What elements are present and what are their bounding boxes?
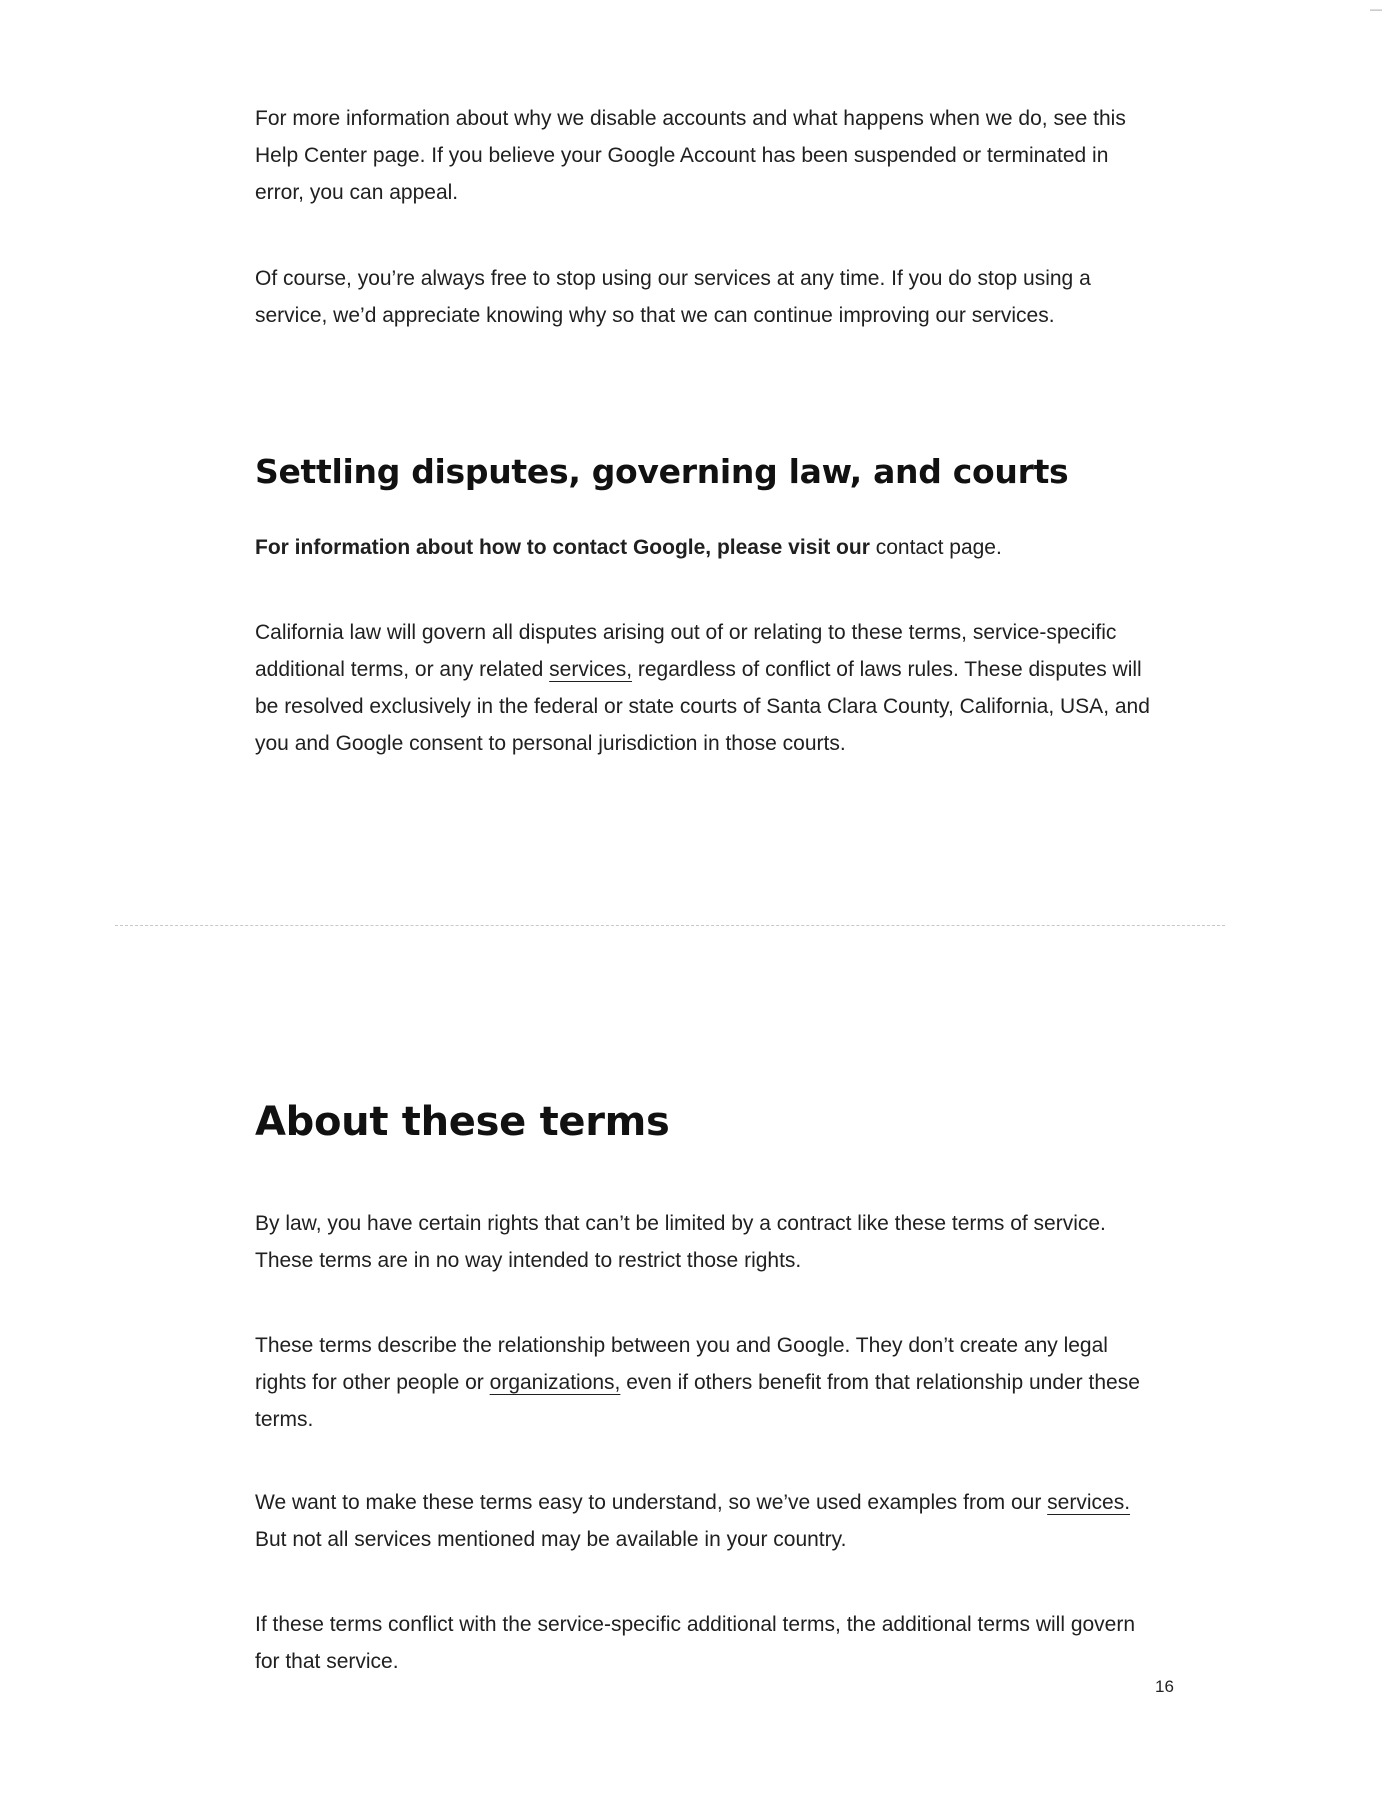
about-terms-heading: About these terms [255,1099,670,1145]
page-number: 16 [1155,1677,1174,1696]
stop-using-text: Of course, you’re always free to stop using our services at any time. If you do stop using a service, we’d appreciate knowing why so that we can continue improving our services. [255,267,1091,327]
rights-paragraph [255,1205,1155,1279]
rights-text: By law, you have certain rights that can’t be limited by a contract like these terms of service. These terms are in no way intended to restrict those rights. [255,1212,1106,1272]
governing-law-text-start: California law will govern all disputes arising out of or relating to these terms, service-specific additional terms, or any related [255,621,1117,681]
conflict-text: If these terms conflict with the service-specific additional terms, the additional terms will govern for that service. [255,1613,1136,1673]
examples-text-end: But not all services mentioned may be available in your country. [255,1528,847,1551]
governing-law-paragraph [255,614,1155,762]
services-link[interactable]: services, [549,658,633,681]
governing-law-text-end: regardless of conflict of laws rules. These disputes will be resolved exclusively in the federal or state courts of Santa Clara County, California, USA, and you and Google consent to personal jurisdiction in those courts. [255,658,1150,755]
examples-paragraph [255,1484,1155,1558]
stop-using-paragraph [255,260,1155,334]
relationship-paragraph [255,1327,1155,1438]
page-break-divider [115,925,1225,926]
contact-lead-text: For information about how to contact Google, please visit our [255,536,870,559]
relationship-text-start: These terms describe the relationship between you and Google. They don’t create any legal rights for other people or [255,1334,1108,1394]
account-info-paragraph [255,100,1155,211]
contact-paragraph [255,529,1155,566]
relationship-text-end: even if others benefit from that relationship under these terms. [255,1371,1140,1431]
organizations-link[interactable]: organizations, [489,1371,621,1394]
disputes-heading: Settling disputes, governing law, and courts [255,452,1069,491]
corner-scan-mark: — [1370,2,1382,16]
account-info-text: For more information about why we disable accounts and what happens when we do, see this Help Center page. If you believe your Google Account has been suspended or terminated in error, you can appeal. [255,107,1126,204]
examples-text-start: We want to make these terms easy to understand, so we’ve used examples from our [255,1491,1042,1514]
contact-page-link[interactable]: contact page. [875,536,1002,559]
services-link-2[interactable]: services. [1047,1491,1131,1514]
conflict-paragraph [255,1606,1155,1680]
